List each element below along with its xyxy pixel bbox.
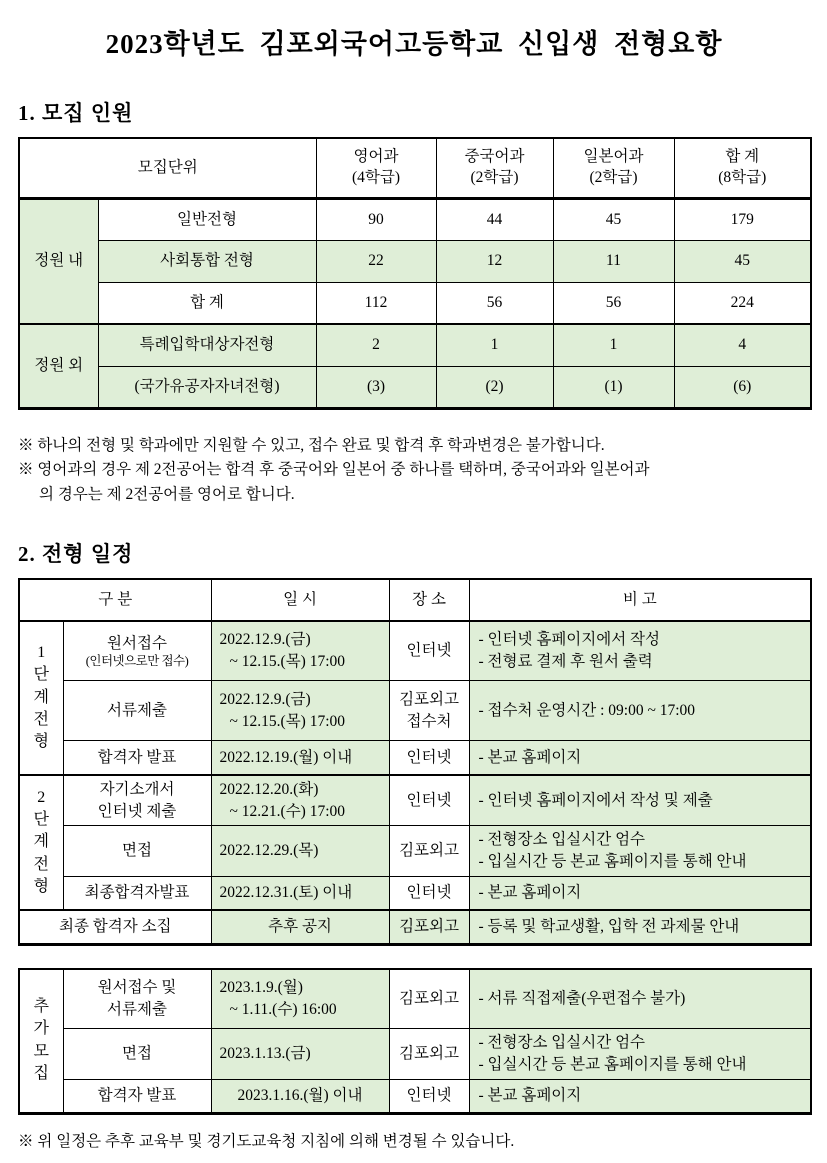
column-header-place: 장 소 (389, 579, 469, 621)
remark-line: - 전형장소 입실시간 엄수 (478, 831, 646, 849)
place-cell: 인터넷 (389, 775, 469, 826)
date-line: 2022.12.9.(금) (219, 631, 311, 649)
table-cell: (2) (436, 366, 553, 408)
date-cell (211, 775, 389, 826)
stage-label-phase1 (19, 621, 63, 775)
date-line: ~ 1.11.(수) 16:00 (229, 1000, 337, 1018)
column-header-category: 구 분 (19, 579, 211, 621)
date-line: 2023.1.13.(금) (219, 1044, 311, 1062)
remark-cell (469, 910, 811, 944)
event-cell: 합격자 발표 (63, 741, 211, 775)
table-row-interview (19, 826, 811, 876)
event-cell (63, 621, 211, 681)
remark-cell (469, 741, 811, 775)
date-cell: 2023.1.16.(월) 이내 (211, 1079, 389, 1113)
date-line: ~ 12.15.(목) 17:00 (229, 653, 346, 671)
stage-char: 형 (33, 878, 49, 896)
date-line: 2022.12.9.(금) (219, 691, 311, 709)
place-cell: 김포외고 (389, 826, 469, 876)
table-row-extra-application (19, 969, 811, 1029)
place-cell: 인터넷 (389, 876, 469, 910)
row-label: 특례입학대상자전형 (98, 324, 316, 366)
remark-line: - 입실시간 등 본교 홈페이지를 통해 안내 (478, 1055, 747, 1073)
table-cell: 22 (316, 240, 436, 282)
remark-line: - 서류 직접제출(우편접수 불가) (478, 990, 686, 1008)
remark-line: - 본교 홈페이지 (478, 884, 582, 902)
recruitment-header-row (19, 138, 811, 198)
note-line: ※ 영어과의 경우 제 2전공어는 합격 후 중국어와 일본어 중 하나를 택하며, 중국어과와 일본어과 (18, 461, 650, 479)
dept-name: 중국어과 (464, 147, 525, 165)
date-cell (211, 741, 389, 775)
date-cell (211, 826, 389, 876)
date-cell (211, 621, 389, 681)
table-row-subtotal (19, 282, 811, 324)
row-label: 일반전형 (98, 198, 316, 240)
table-cell: (1) (553, 366, 674, 408)
remark-line: - 본교 홈페이지 (478, 748, 582, 766)
date-cell (211, 969, 389, 1029)
footer-note: ※ 위 일정은 추후 교육부 및 경기도교육청 지침에 의해 변경될 수 있습니다. (18, 1132, 515, 1150)
stage-char: 집 (33, 1064, 49, 1082)
schedule-table (18, 578, 812, 946)
stage-char: 2 (37, 788, 46, 806)
dept-name: 합 계 (725, 147, 760, 165)
table-cell: 4 (674, 324, 811, 366)
stage-label-phase2 (19, 775, 63, 910)
stage-char: 추 (33, 997, 49, 1015)
remark-cell (469, 681, 811, 741)
table-row-documents (19, 681, 811, 741)
remark-line: - 접수처 운영시간 : 09:00 ~ 17:00 (478, 702, 696, 720)
table-cell: 179 (674, 198, 811, 240)
stage-char: 단 (33, 666, 49, 684)
remark-cell (469, 1079, 811, 1113)
stage-char: 1 (37, 643, 46, 661)
table-cell: 11 (553, 240, 674, 282)
date-line: ~ 12.21.(수) 17:00 (229, 802, 346, 820)
row-label: (국가유공자자녀전형) (98, 366, 316, 408)
place-cell: 인터넷 (389, 1079, 469, 1113)
stage-char: 계 (33, 833, 49, 851)
place-cell (389, 681, 469, 741)
date-line: 2022.12.20.(화) (219, 780, 319, 798)
recruitment-notes (18, 434, 810, 508)
event-sublabel: (인터넷으로만 접수) (85, 654, 189, 669)
table-row-final-gathering (19, 910, 811, 944)
event-label: 자기소개서 (99, 780, 175, 798)
stage-vertical-text (24, 642, 59, 754)
table-cell: 44 (436, 198, 553, 240)
schedule-header-row (19, 579, 811, 621)
table-row-extra-announcement (19, 1079, 811, 1113)
remark-cell (469, 1029, 811, 1079)
stage-vertical-text (24, 996, 59, 1086)
row-label: 합 계 (98, 282, 316, 324)
row-label: 사회통합 전형 (98, 240, 316, 282)
remark-cell (469, 876, 811, 910)
dept-classes: (4학급) (351, 168, 401, 186)
stage-label-additional (19, 969, 63, 1113)
dept-name: 일본어과 (583, 147, 644, 165)
table-cell: 12 (436, 240, 553, 282)
stage-char: 전 (33, 711, 49, 729)
event-label: 원서접수 및 (97, 979, 177, 997)
group-label-within-quota: 정원 내 (19, 198, 98, 324)
table-row-national-merit (19, 366, 811, 408)
remark-line: - 본교 홈페이지 (478, 1086, 582, 1104)
remark-line: - 등록 및 학교생활, 입학 전 과제물 안내 (478, 918, 740, 936)
remark-cell (469, 621, 811, 681)
document-title: 2023학년도 김포외국어고등학교 신입생 전형요항 (105, 29, 723, 59)
event-cell: 최종 합격자 소집 (19, 910, 211, 944)
table-row-final-announcement (19, 876, 811, 910)
event-label: 원서접수 (107, 634, 167, 652)
table-cell: 56 (436, 282, 553, 324)
group-label-outside-quota: 정원 외 (19, 324, 98, 408)
additional-recruitment-table (18, 968, 812, 1115)
table-cell: 1 (436, 324, 553, 366)
date-line: 2022.12.29.(목) (219, 842, 319, 860)
dept-classes: (8학급) (718, 168, 767, 186)
date-cell (211, 876, 389, 910)
table-cell: (3) (316, 366, 436, 408)
place-cell: 김포외고 (389, 910, 469, 944)
date-line: 2022.12.31.(토) 이내 (219, 884, 353, 902)
date-line: ~ 12.15.(목) 17:00 (229, 712, 346, 730)
table-row-special-admission (19, 324, 811, 366)
table-cell: 45 (553, 198, 674, 240)
remark-cell (469, 826, 811, 876)
note-line: ※ 하나의 전형 및 학과에만 지원할 수 있고, 접수 완료 및 합격 후 학과변경은 불가합니다. (18, 436, 605, 454)
remark-cell (469, 775, 811, 826)
place-cell: 김포외고 (389, 969, 469, 1029)
recruitment-table (18, 137, 812, 410)
stage-char: 계 (33, 688, 49, 706)
table-row-extra-interview (19, 1029, 811, 1079)
column-header-datetime: 일 시 (211, 579, 389, 621)
event-cell: 합격자 발표 (63, 1079, 211, 1113)
remark-line: - 입실시간 등 본교 홈페이지를 통해 안내 (478, 852, 747, 870)
place-line: 접수처 (406, 712, 452, 730)
column-header-japanese (553, 138, 674, 198)
event-label: 인터넷 제출 (97, 802, 177, 820)
dept-classes: (2학급) (470, 168, 519, 186)
table-cell: 45 (674, 240, 811, 282)
table-row-application (19, 621, 811, 681)
table-row-phase1-announcement (19, 741, 811, 775)
note-line: 의 경우는 제 2전공어를 영어로 합니다. (39, 486, 295, 504)
remark-cell (469, 969, 811, 1029)
event-label: 서류제출 (107, 1000, 167, 1018)
remark-line: - 인터넷 홈페이지에서 작성 및 제출 (478, 791, 713, 809)
date-cell: 추후 공지 (211, 910, 389, 944)
place-cell: 인터넷 (389, 621, 469, 681)
stage-char: 단 (33, 810, 49, 828)
stage-char: 모 (33, 1042, 49, 1060)
date-cell (211, 681, 389, 741)
stage-char: 전 (33, 855, 49, 873)
remark-line: - 전형료 결제 후 원서 출력 (478, 653, 653, 671)
stage-vertical-text (24, 787, 59, 899)
dept-name: 영어과 (353, 147, 399, 165)
column-header-remarks: 비 고 (469, 579, 811, 621)
table-row-self-introduction (19, 775, 811, 826)
table-cell: 56 (553, 282, 674, 324)
column-header-total (674, 138, 811, 198)
stage-char: 가 (33, 1020, 49, 1038)
event-cell: 면접 (63, 826, 211, 876)
table-cell: (6) (674, 366, 811, 408)
stage-char: 형 (33, 733, 49, 751)
date-cell (211, 1029, 389, 1079)
remark-line: - 전형장소 입실시간 엄수 (478, 1034, 646, 1052)
dept-classes: (2학급) (589, 168, 638, 186)
event-cell (63, 969, 211, 1029)
event-cell: 서류제출 (63, 681, 211, 741)
place-cell: 인터넷 (389, 741, 469, 775)
section-heading-schedule: 2. 전형 일정 (18, 541, 134, 566)
table-cell: 90 (316, 198, 436, 240)
event-cell (63, 775, 211, 826)
date-line: 2022.12.19.(월) 이내 (219, 748, 353, 766)
column-header-english (316, 138, 436, 198)
remark-line: - 인터넷 홈페이지에서 작성 (478, 631, 661, 649)
column-header-chinese (436, 138, 553, 198)
table-cell: 112 (316, 282, 436, 324)
column-header-unit: 모집단위 (19, 138, 316, 198)
date-line: 2023.1.9.(월) (219, 979, 303, 997)
event-cell: 최종합격자발표 (63, 876, 211, 910)
table-cell: 224 (674, 282, 811, 324)
table-cell: 1 (553, 324, 674, 366)
place-cell: 김포외고 (389, 1029, 469, 1079)
place-line: 김포외고 (399, 691, 459, 709)
event-cell: 면접 (63, 1029, 211, 1079)
table-row-social-integration (19, 240, 811, 282)
table-row-general (19, 198, 811, 240)
section-heading-recruitment: 1. 모집 인원 (18, 101, 134, 125)
table-cell: 2 (316, 324, 436, 366)
